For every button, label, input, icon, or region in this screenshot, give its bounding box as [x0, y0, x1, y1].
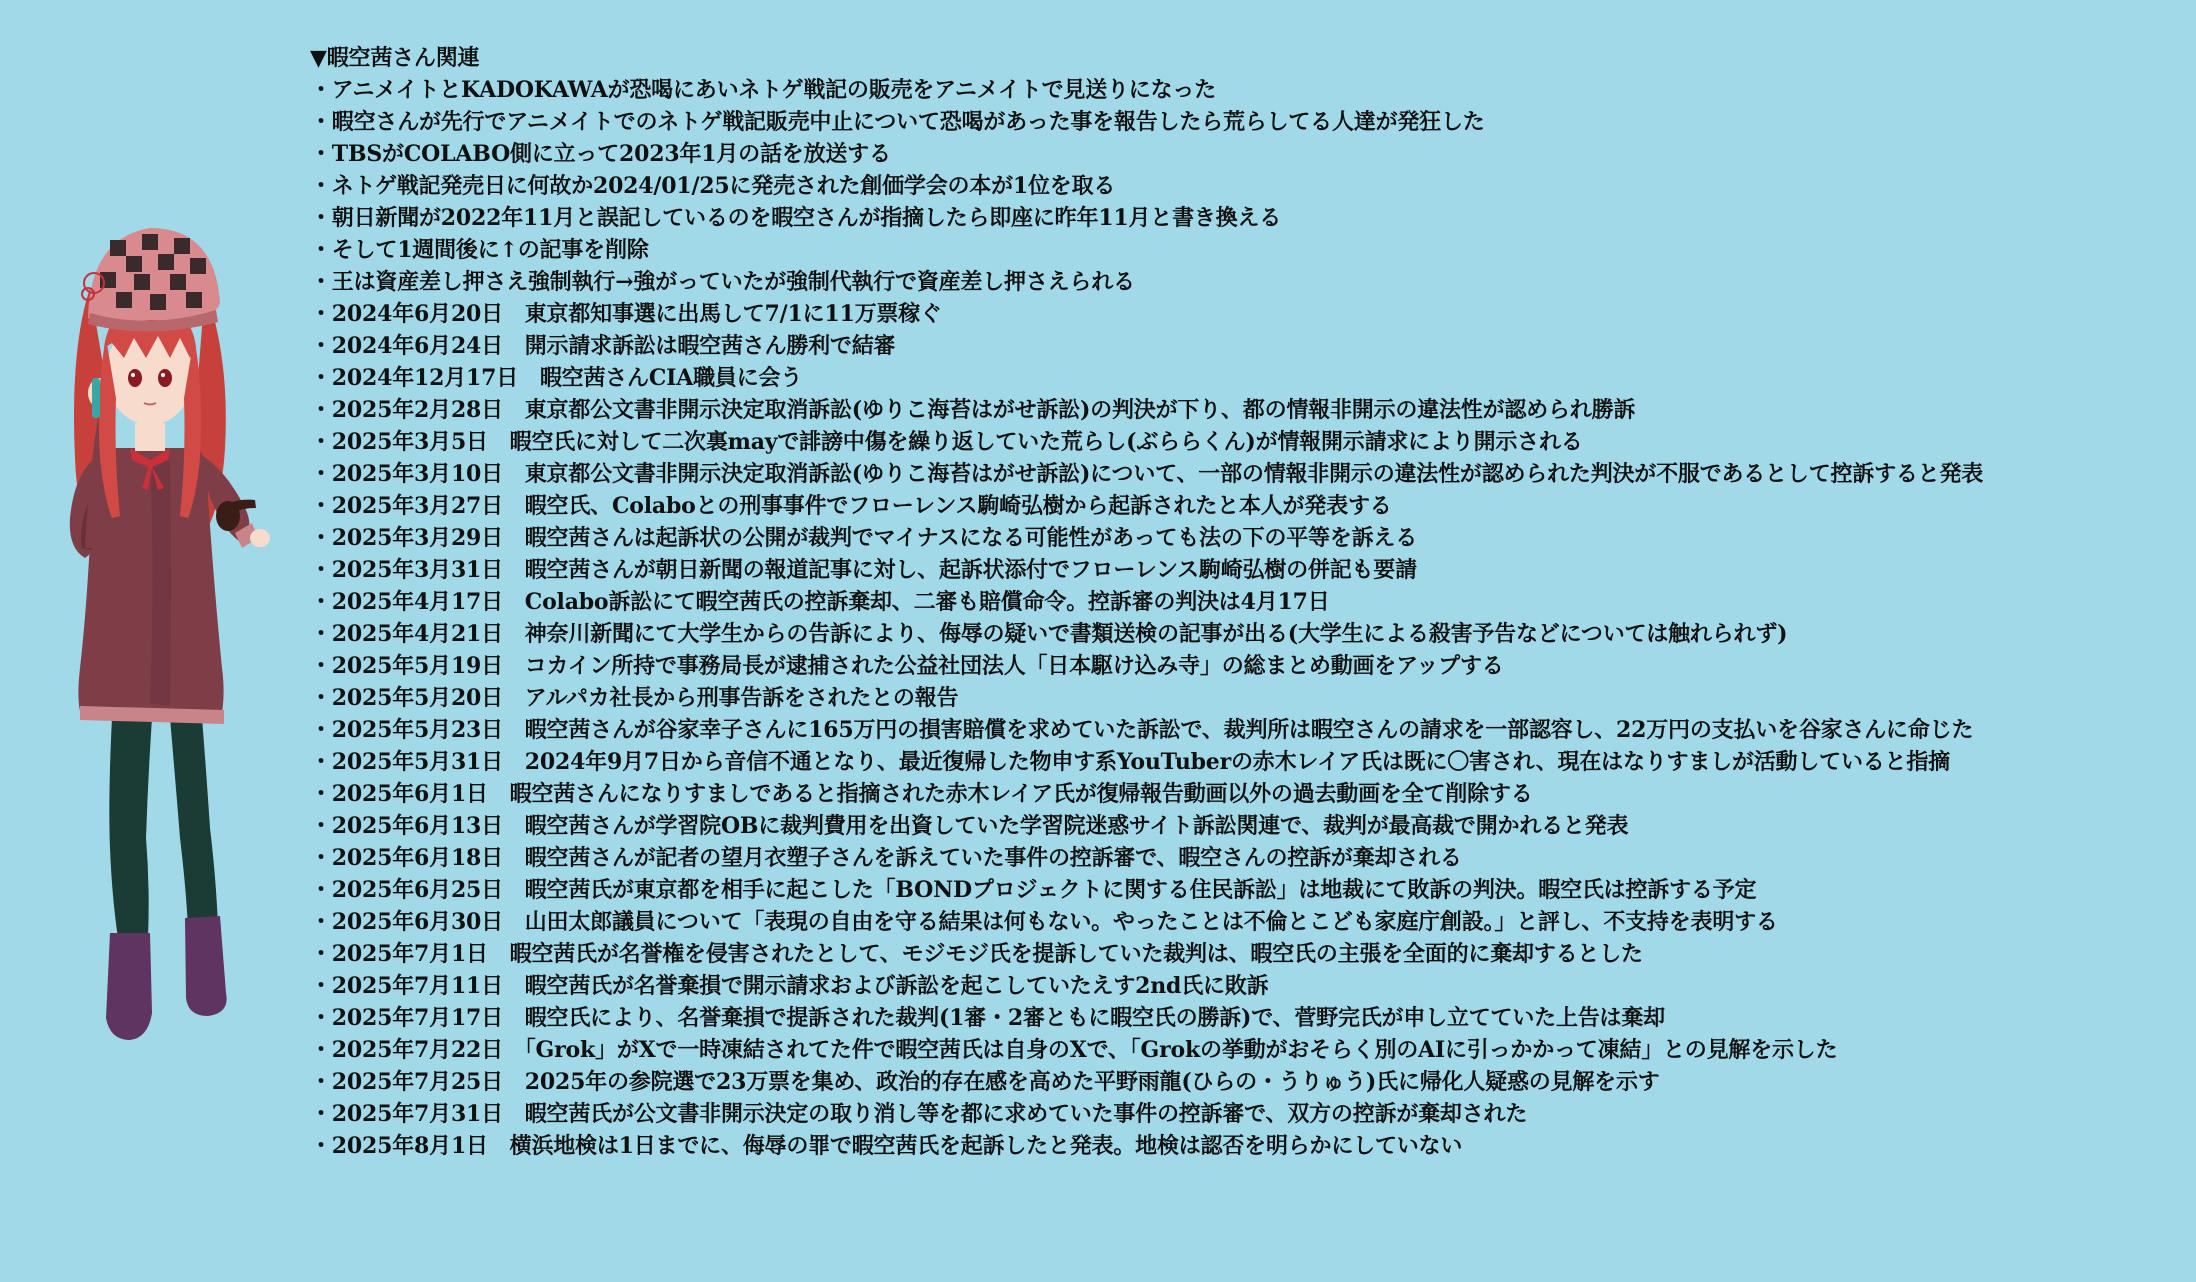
list-item: ・2025年3月10日 東京都公文書非開示決定取消訴訟(ゆりこ海苔はがせ訴訟)について、一部の情報非開示の違法性が認められた判決が不服であるとして控訴すると発表 — [310, 461, 1984, 487]
list-item: ・王は資産差し押さえ強制執行→強がっていたが強制代執行で資産差し押さえられる — [310, 269, 1135, 295]
list-item: ・2025年4月17日 Colabo訴訟にて暇空茜氏の控訴棄却、二審も賠償命令。控訴審の判決は4月17日 — [310, 589, 1330, 615]
list-item: ・2025年8月1日 横浜地検は1日までに、侮辱の罪で暇空茜氏を起訴したと発表。地検は認否を明らかにしていない — [310, 1133, 1463, 1159]
list-item: ・2025年7月17日 暇空氏により、名誉棄損で提訴された裁判(1審・2審ともに暇空氏の勝訴)で、菅野完氏が申し立てていた上告は棄却 — [310, 1005, 1665, 1031]
boot-left — [106, 933, 152, 1040]
list-item: ・2025年7月22日 「Grok」がXで一時凍結されてた件で暇空茜氏は自身のXで、「Grokの挙動がおそらく別のAIに引っかかって凍結」との見解を示した — [310, 1037, 1838, 1063]
list-item: ・2025年6月25日 暇空茜氏が東京都を相手に起こした「BONDプロジェクトに関する住民訴訟」は地裁にて敗訴の判決。暇空氏は控訴する予定 — [310, 877, 1757, 903]
list-item: ・2025年3月29日 暇空茜さんは起訴状の公開が裁判でマイナスになる可能性があっても法の下の平等を訴える — [310, 525, 1418, 551]
list-item: ・2024年6月20日 東京都知事選に出馬して7/1に11万票稼ぐ — [310, 301, 942, 327]
hair-ornament — [92, 378, 100, 418]
list-item: ・そして1週間後に↑の記事を削除 — [310, 237, 649, 263]
list-item: ・2025年3月5日 暇空氏に対して二次裏mayで誹謗中傷を繰り返していた荒らし(ぶららくん)が情報開示請求により開示される — [310, 429, 1583, 455]
list-item: ・2025年5月23日 暇空茜さんが谷家幸子さんに165万円の損害賠償を求めていた訴訟で、裁判所は暇空さんの請求を一部認容し、22万円の支払いを谷家さんに命じた — [310, 717, 1974, 743]
list-item: ・2025年7月1日 暇空茜氏が名誉権を侵害されたとして、モジモジ氏を提訴していた裁判は、暇空氏の主張を全面的に棄却するとした — [310, 941, 1643, 967]
leg-right — [170, 718, 218, 928]
list-item: ・2025年3月27日 暇空氏、Colaboとの刑事事件でフローレンス駒崎弘樹から起訴されたと本人が発表する — [310, 493, 1392, 519]
eye-right — [158, 369, 172, 387]
character-illustration — [30, 198, 320, 1058]
text-block — [310, 42, 2180, 1162]
list-item: ・ネトゲ戦記発売日に何故か2024/01/25に発売された創価学会の本が1位を取る — [310, 173, 1116, 199]
list-item: ・2025年2月28日 東京都公文書非開示決定取消訴訟(ゆりこ海苔はがせ訴訟)の判決が下り、都の情報非開示の違法性が認められ勝訴 — [310, 397, 1636, 423]
list-item: ・2025年5月31日 2024年9月7日から音信不通となり、最近復帰した物申す系YouTuberの赤木レイア氏は既に〇害され、現在はなりすましが活動していると指摘 — [310, 749, 1950, 775]
hand-right — [250, 529, 270, 547]
list-item: ・2025年7月25日 2025年の参院選で23万票を集め、政治的存在感を高めた平野雨龍(ひらの・うりゅう)氏に帰化人疑惑の見解を示す — [310, 1069, 1660, 1095]
list-item: ・TBSがCOLABO側に立って2023年1月の話を放送する — [310, 141, 891, 167]
list-item: ・2025年4月21日 神奈川新聞にて大学生からの告訴により、侮辱の疑いで書類送検の記事が出る(大学生による殺害予告などについては触れられず) — [310, 621, 1788, 647]
boot-right — [185, 916, 227, 1016]
list-item: ・2025年6月13日 暇空茜さんが学習院OBに裁判費用を出資していた学習院迷惑サイト訴訟関連で、裁判が最高裁で開かれると発表 — [310, 813, 1629, 839]
list-item: ・2024年6月24日 開示請求訴訟は暇空茜さん勝利で結審 — [310, 333, 896, 359]
heading: ▼暇空茜さん関連 — [310, 45, 480, 71]
list-item: ・2025年6月1日 暇空茜さんになりすましであると指摘された赤木レイア氏が復帰報告動画以外の過去動画を全て削除する — [310, 781, 1533, 807]
list-item: ・2025年3月31日 暇空茜さんが朝日新聞の報道記事に対し、起訴状添付でフローレンス駒崎弘樹の併記も要請 — [310, 557, 1417, 583]
eye-left — [128, 369, 142, 387]
list-item: ・アニメイトとKADOKAWAが恐喝にあいネトゲ戦記の販売をアニメイトで見送りになった — [310, 77, 1216, 103]
list-item: ・2025年7月31日 暇空茜氏が公文書非開示決定の取り消し等を都に求めていた事件の控訴審で、双方の控訴が棄却された — [310, 1101, 1528, 1127]
list-item: ・2025年5月20日 アルパカ社長から刑事告訴をされたとの報告 — [310, 685, 959, 711]
list-item: ・暇空さんが先行でアニメイトでのネトゲ戦記販売中止について恐喝があった事を報告したら荒らしてる人達が発狂した — [310, 109, 1485, 135]
list-item: ・2025年5月19日 コカイン所持で事務局長が逮捕された公益社団法人「日本駆け込み寺」の総まとめ動画をアップする — [310, 653, 1504, 679]
leg-left — [109, 718, 152, 938]
list-item: ・2025年7月11日 暇空茜氏が名誉棄損で開示請求および訴訟を起こしていたえす2nd氏に敗訴 — [310, 973, 1269, 999]
list-item: ・2025年6月18日 暇空茜さんが記者の望月衣塑子さんを訴えていた事件の控訴審で、暇空さんの控訴が棄却される — [310, 845, 1462, 871]
list-item: ・2025年6月30日 山田太郎議員について「表現の自由を守る結果は何もない。やったことは不倫とこども家庭庁創設。」と評し、不支持を表明する — [310, 909, 1778, 935]
list-item: ・2024年12月17日 暇空茜さんCIA職員に会う — [310, 365, 803, 391]
list-item: ・朝日新聞が2022年11月と誤記しているのを暇空さんが指摘したら即座に昨年11月と書き換える — [310, 205, 1282, 231]
